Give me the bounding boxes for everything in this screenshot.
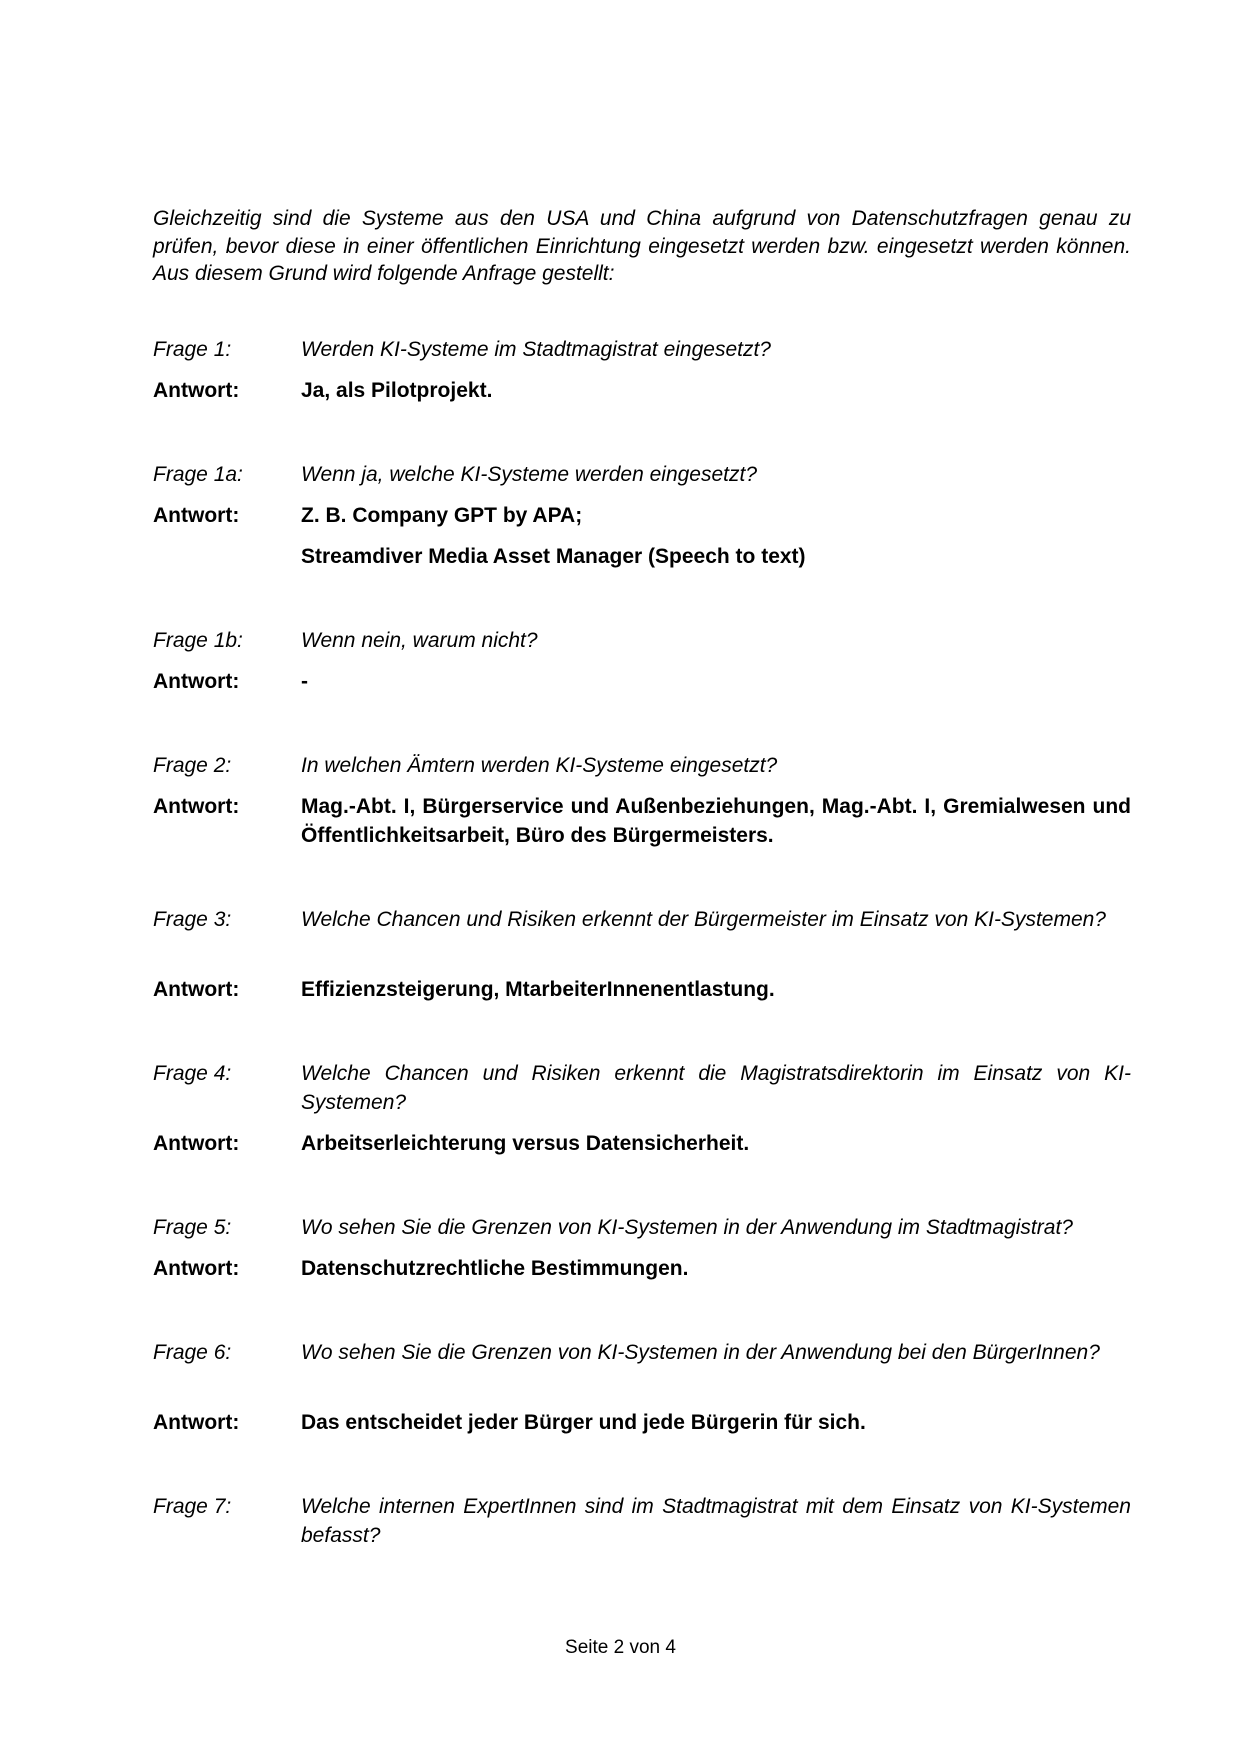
answer-text: Arbeitserleichterung versus Datensicherheit. <box>301 1132 750 1155</box>
question-text: Welche internen ExpertInnen sind im Stadtmagistrat mit dem Einsatz von KI-Systemen befasst? <box>301 1495 1131 1547</box>
answer-row <box>153 1130 1131 1159</box>
question-label: Frage 6: <box>153 1341 232 1364</box>
answer-label: Antwort: <box>153 670 240 693</box>
answer-row-continued <box>153 543 1131 572</box>
question-row <box>153 1214 1131 1243</box>
question-row <box>153 1060 1131 1117</box>
question-row <box>153 1339 1131 1368</box>
question-label: Frage 1a: <box>153 463 243 486</box>
answer-label: Antwort: <box>153 1132 240 1155</box>
answer-text: Das entscheidet jeder Bürger und jede Bürgerin für sich. <box>301 1411 866 1434</box>
question-row <box>153 461 1131 490</box>
question-row <box>153 1493 1131 1550</box>
question-text: Wenn ja, welche KI-Systeme werden eingesetzt? <box>301 463 758 486</box>
question-label: Frage 4: <box>153 1062 232 1085</box>
question-label: Frage 1: <box>153 338 232 361</box>
intro-paragraph: Gleichzeitig sind die Systeme aus den USA und China aufgrund von Datenschutzfragen genau zu prüfen, bevor diese in einer öffentlichen Einrichtung eingesetzt werden bzw. eingesetzt werden können. Aus diesem Grund wird folgende Anfrage gestellt: <box>153 207 1131 285</box>
answer-label: Antwort: <box>153 1257 240 1280</box>
answer-label: Antwort: <box>153 1411 240 1434</box>
question-text: Wo sehen Sie die Grenzen von KI-Systemen in der Anwendung bei den BürgerInnen? <box>301 1341 1100 1364</box>
answer-text: Datenschutzrechtliche Bestimmungen. <box>301 1257 689 1280</box>
question-text: Welche Chancen und Risiken erkennt die Magistratsdirektorin im Einsatz von KI-Systemen? <box>301 1062 1131 1114</box>
answer-row <box>153 1255 1131 1284</box>
question-label: Frage 2: <box>153 754 232 777</box>
label-spacer <box>153 543 301 572</box>
question-text: Werden KI-Systeme im Stadtmagistrat eingesetzt? <box>301 338 771 361</box>
answer-label: Antwort: <box>153 795 240 818</box>
question-label: Frage 3: <box>153 908 232 931</box>
answer-label: Antwort: <box>153 379 240 402</box>
answer-row <box>153 976 1131 1005</box>
answer-label: Antwort: <box>153 978 240 1001</box>
question-row <box>153 336 1131 365</box>
question-label: Frage 1b: <box>153 629 243 652</box>
question-text: Welche Chancen und Risiken erkennt der Bürgermeister im Einsatz von KI-Systemen? <box>301 908 1106 931</box>
answer-row <box>153 377 1131 406</box>
question-text: Wo sehen Sie die Grenzen von KI-Systemen in der Anwendung im Stadtmagistrat? <box>301 1216 1073 1239</box>
answer-row <box>153 502 1131 531</box>
answer-text: Ja, als Pilotprojekt. <box>301 379 493 402</box>
page-number: Seite 2 von 4 <box>565 1637 676 1658</box>
answer-row <box>153 1409 1131 1438</box>
answer-text: Z. B. Company GPT by APA; <box>301 504 583 527</box>
question-text: In welchen Ämtern werden KI-Systeme eingesetzt? <box>301 754 778 777</box>
answer-text: Effizienzsteigerung, MtarbeiterInnenentlastung. <box>301 978 775 1001</box>
answer-text: Mag.-Abt. I, Bürgerservice und Außenbeziehungen, Mag.-Abt. I, Gremialwesen und Öffentlichkeitsarbeit, Büro des Bürgermeisters. <box>301 795 1131 847</box>
answer-row <box>153 668 1131 697</box>
question-text: Wenn nein, warum nicht? <box>301 629 538 652</box>
answer-row <box>153 793 1131 850</box>
answer-label: Antwort: <box>153 504 240 527</box>
question-row <box>153 752 1131 781</box>
question-label: Frage 7: <box>153 1495 232 1518</box>
answer-text: Streamdiver Media Asset Manager (Speech to text) <box>301 545 806 568</box>
question-label: Frage 5: <box>153 1216 232 1239</box>
question-row <box>153 627 1131 656</box>
answer-text: - <box>301 670 308 693</box>
question-row <box>153 906 1131 935</box>
